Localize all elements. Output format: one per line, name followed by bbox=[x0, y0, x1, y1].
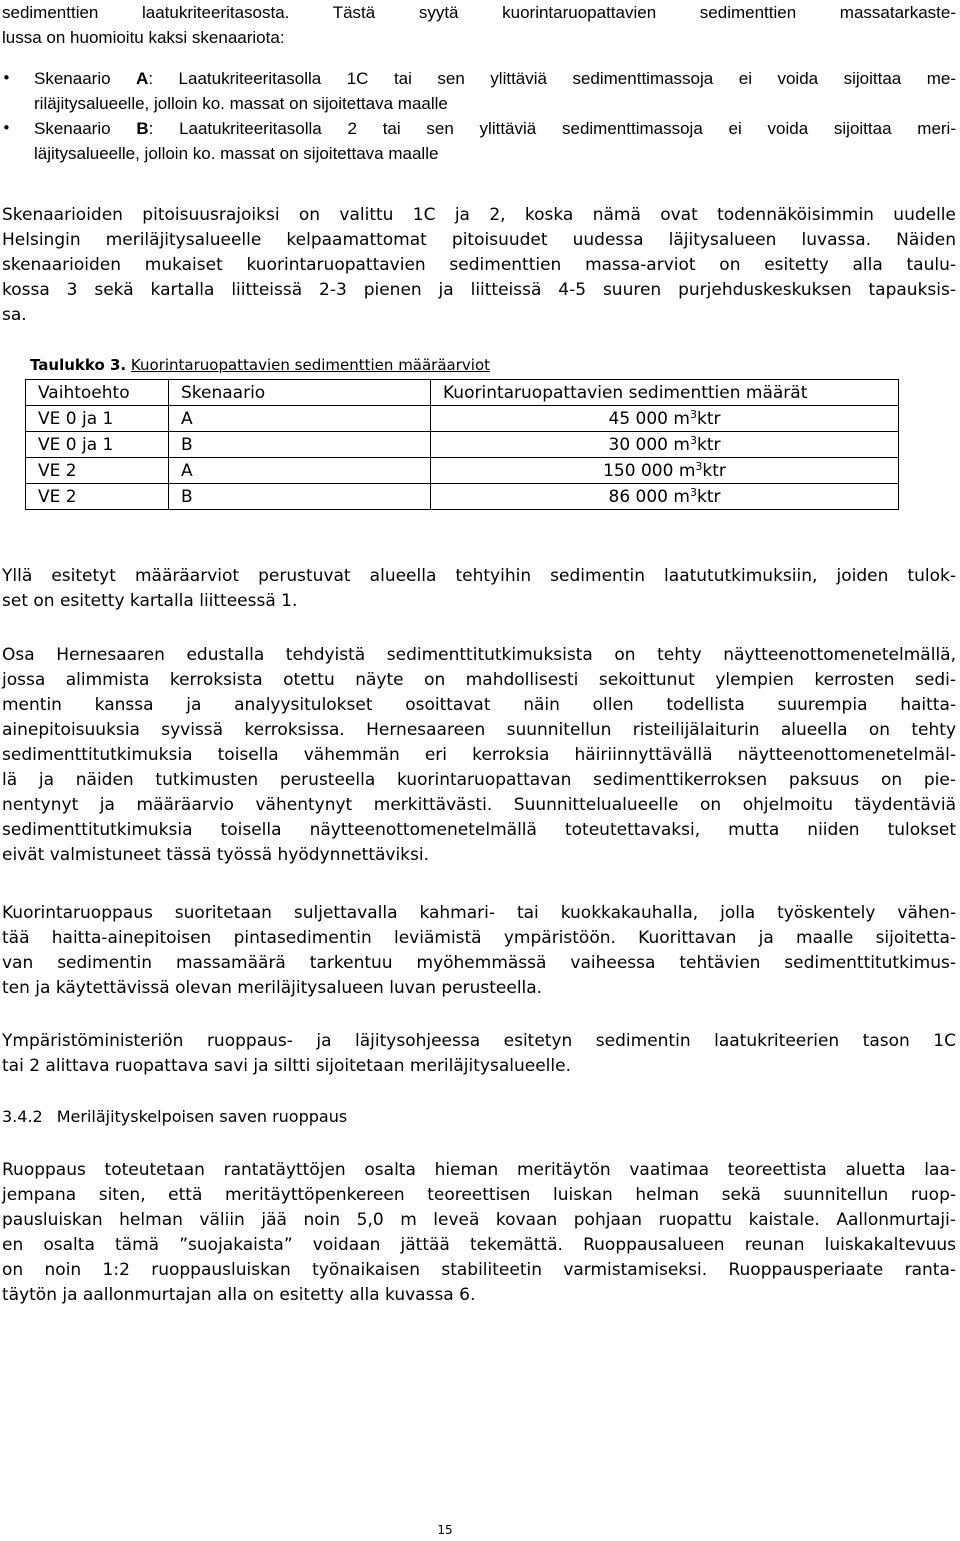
text-line: Skenaarioiden pitoisuusrajoiksi on valittu 1C ja 2, koska nämä ovat todennäköisimmin uudelle bbox=[2, 205, 956, 225]
text-line: jossa alimmista kerroksista otettu näyte on mahdollisesti sekoittunut ylempien kerrosten sedi- bbox=[2, 670, 956, 690]
text-line: Osa Hernesaaren edustalla tehdyistä sedimenttitutkimuksista on tehty näytteenottomenetelmällä, bbox=[2, 645, 956, 665]
table-caption-label: Taulukko 3. bbox=[30, 356, 127, 374]
page-number: 15 bbox=[437, 1523, 453, 1537]
amount-cell: 86 000 $m^3ktr$ bbox=[431, 484, 899, 510]
table-row bbox=[26, 484, 899, 510]
list-item bbox=[2, 116, 956, 166]
text-line: ainepitoisuuksia syvissä kerroksissa. Hernesaareen suunnitellun risteilijälaiturin alueella on tehty bbox=[2, 720, 956, 740]
text-line: sedimenttitutkimuksia toisella näytteenottomenetelmällä toteutettavaksi, mutta niiden tulokset bbox=[2, 820, 956, 840]
text-line: • Skenaario A: Laatukriteeritasolla 1C tai sen ylittäviä sedimenttimassoja ei voida sijoittaa me- bbox=[34, 69, 956, 88]
text-line: Ruoppaus toteutetaan rantatäyttöjen osalta hieman meritäytön vaatimaa teoreettista aluetta laa- bbox=[2, 1160, 956, 1180]
sediment-amount-table bbox=[25, 379, 899, 510]
text-line: läjitysalueelle, jolloin ko. massat on sijoitettava maalle bbox=[34, 144, 439, 163]
table-caption bbox=[30, 356, 490, 374]
text-line: täytön ja aallonmurtajan alla on esitetty alla kuvassa 6. bbox=[2, 1285, 476, 1305]
amount-cell: 150 000 $m^3ktr$ bbox=[431, 458, 899, 484]
section-heading bbox=[2, 1107, 347, 1126]
scenario-letter: A bbox=[136, 69, 149, 88]
text-line: sedimenttitutkimuksia toisella vähemmän eri kerroksia häiriinnyttävällä näytteenottomenetelmäl- bbox=[2, 745, 956, 765]
table-row bbox=[26, 432, 899, 458]
column-header: Kuorintaruopattavien sedimenttien määrät bbox=[431, 380, 899, 406]
text-line: mentin kanssa ja analyysitulokset osoittavat näin ollen todellista suurempia haitta- bbox=[2, 695, 956, 715]
dredging-paragraph bbox=[2, 1158, 956, 1308]
intro-paragraph bbox=[2, 0, 956, 50]
column-header: Vaihtoehto bbox=[26, 380, 169, 406]
text-line: Helsingin meriläjitysalueelle kelpaamattomat pitoisuudet uudessa läjitysalueen luvassa. Näiden bbox=[2, 230, 956, 250]
text-line: jempana siten, että meritäyttöpenkereen teoreettisen luiskan helman sekä suunnitellun ruop- bbox=[2, 1185, 956, 1205]
section-title: Meriläjityskelpoisen saven ruoppaus bbox=[56, 1107, 348, 1126]
table-caption-text: Kuorintaruopattavien sedimenttien määräarviot bbox=[130, 356, 491, 374]
table-row bbox=[26, 406, 899, 432]
estimates-paragraph bbox=[2, 564, 956, 614]
text-line: Ympäristöministeriön ruoppaus- ja läjitysohjeessa esitetyn sedimentin laatukriteerien tason 1C bbox=[2, 1031, 956, 1051]
text-line: sa. bbox=[2, 305, 27, 325]
text-line: riläjitysalueelle, jolloin ko. massat on sijoitettava maalle bbox=[34, 94, 448, 113]
option-cell: VE 0 ja 1 bbox=[26, 406, 169, 432]
scenario-letter: B bbox=[136, 119, 149, 138]
text-line: en osalta tämä ”suojakaista” voidaan jättää tekemättä. Ruoppausalueen reunan luiskakaltevuus bbox=[2, 1235, 956, 1255]
text-line: ten ja käytettävissä olevan meriläjitysalueen luvan perusteella. bbox=[2, 978, 543, 998]
option-cell: VE 2 bbox=[26, 458, 169, 484]
amount-cell: 30 000 $m^3ktr$ bbox=[431, 432, 899, 458]
text-line: on noin 1:2 ruoppausluiskan työnaikaisen stabiliteetin varmistamiseksi. Ruoppausperiaate ranta- bbox=[2, 1260, 956, 1280]
scenario-list bbox=[2, 66, 956, 166]
text-line: van sedimentin massamäärä tarkentuu myöhemmässä vaiheessa tehtävien sedimenttitutkimus- bbox=[2, 953, 956, 973]
text-line: tai 2 alittava ruopattava savi ja siltti sijoitetaan meriläjitysalueelle. bbox=[2, 1056, 571, 1076]
text-line: set on esitetty kartalla liitteessä 1. bbox=[2, 591, 298, 611]
hernesaari-paragraph bbox=[2, 643, 956, 868]
kuorintaruoppaus-paragraph bbox=[2, 901, 956, 1001]
text-line: Kuorintaruoppaus suoritetaan suljettavalla kahmari- tai kuokkakauhalla, jolla työskentely vähen- bbox=[2, 903, 956, 923]
table-row bbox=[26, 458, 899, 484]
scenario-cell: B bbox=[169, 484, 431, 510]
text-line: pausluiskan helman väliin jää noin 5,0 m leveä kovaan pohjaan ruopattu kaistale. Aallonmurtaji- bbox=[2, 1210, 956, 1230]
text-line: kossa 3 sekä kartalla liitteissä 2-3 pienen ja liitteissä 4-5 suuren purjehduskeskuksen tapauksis- bbox=[2, 280, 956, 300]
text-line: eivät valmistuneet tässä työssä hyödynnettäviksi. bbox=[2, 845, 430, 865]
option-cell: VE 0 ja 1 bbox=[26, 432, 169, 458]
text-line: tää haitta-ainepitoisen pintasedimentin leviämistä ympäristöön. Kuorittavan ja maalle sijoitetta- bbox=[2, 928, 956, 948]
scenario-cell: A bbox=[169, 406, 431, 432]
list-item bbox=[2, 66, 956, 116]
text-line: nentynyt ja määräarvio vähentynyt merkittävästi. Suunnittelualueelle on ohjelmoitu täydentäviä bbox=[2, 795, 956, 815]
text-line: lussa on huomioitu kaksi skenaariota: bbox=[2, 28, 285, 47]
option-cell: VE 2 bbox=[26, 484, 169, 510]
text-line: Yllä esitetyt määräarviot perustuvat alueella tehtyihin sedimentin laatututkimuksiin, joiden tulok- bbox=[2, 566, 956, 586]
text-line: lä ja näiden tutkimusten perusteella kuorintaruopattavan sedimenttikerroksen paksuus on pie- bbox=[2, 770, 956, 790]
amount-cell: 45 000 $m^3ktr$ bbox=[431, 406, 899, 432]
ministry-guideline-paragraph bbox=[2, 1029, 956, 1079]
table-header-row bbox=[26, 380, 899, 406]
column-header: Skenaario bbox=[169, 380, 431, 406]
scenario-cell: A bbox=[169, 458, 431, 484]
text-line: sedimenttien laatukriteeritasosta. Tästä syytä kuorintaruopattavien sedimenttien massatarkaste- bbox=[2, 3, 956, 22]
text-line: • Skenaario B: Laatukriteeritasolla 2 tai sen ylittäviä sedimenttimassoja ei voida sijoittaa meri- bbox=[34, 119, 956, 138]
section-number: 3.4.2 bbox=[2, 1107, 43, 1126]
scenario-cell: B bbox=[169, 432, 431, 458]
scenario-limits-paragraph bbox=[2, 203, 956, 328]
text-line: skenaarioiden mukaiset kuorintaruopattavien sedimenttien massa-arviot on esitetty alla taulu- bbox=[2, 255, 956, 275]
